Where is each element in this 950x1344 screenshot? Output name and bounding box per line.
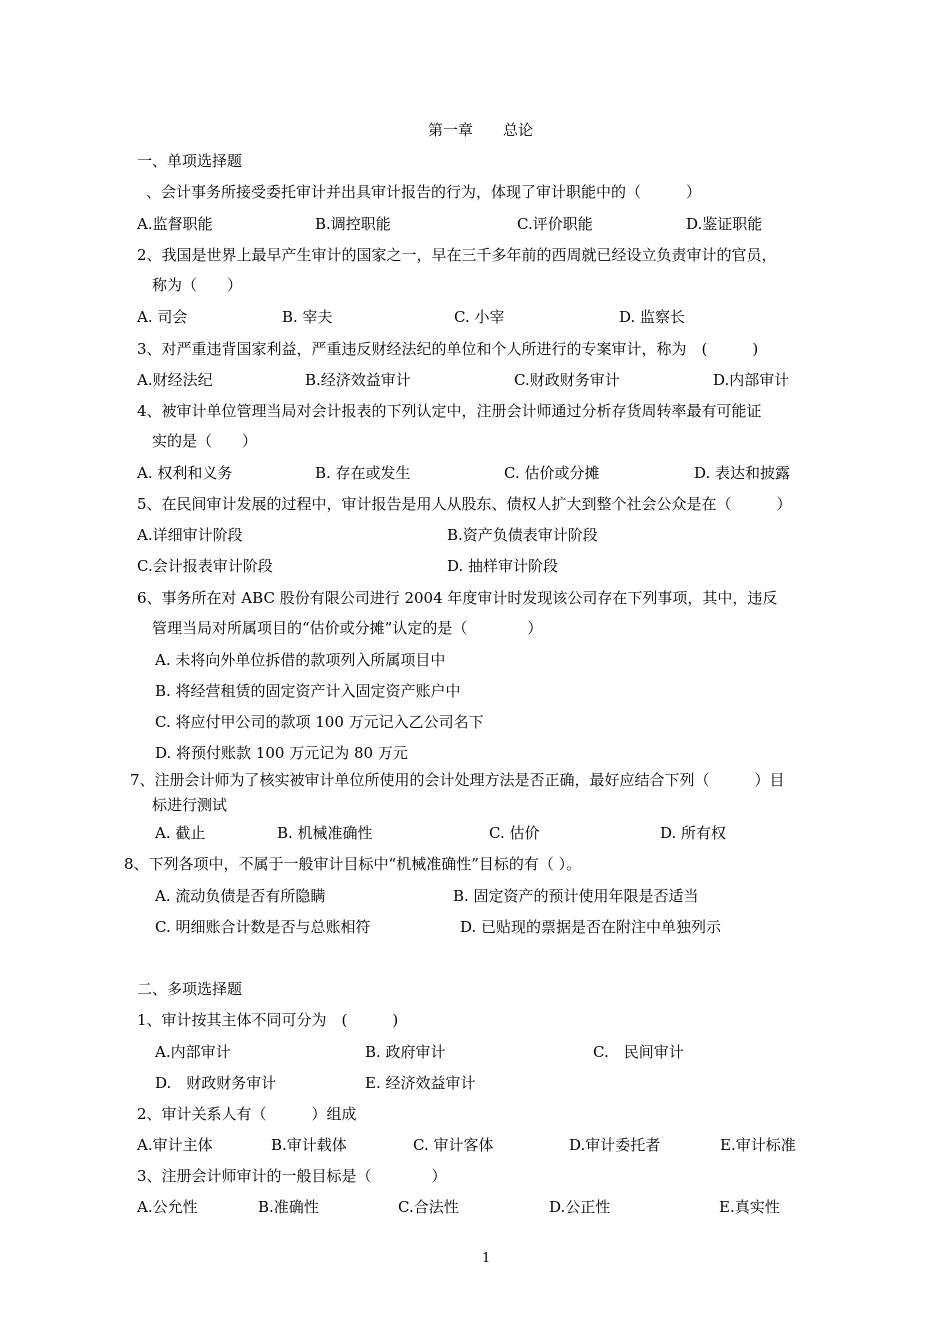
q3-option-c: C.财政财务审计 [514,371,620,389]
mc-q3-option-a: A.公允性 [137,1198,198,1216]
question-2-line-2: 称为（ ） [152,276,243,294]
q5-option-c: C.会计报表审计阶段 [137,557,273,575]
q4-option-d: D. 表达和披露 [694,464,791,482]
mc-q1-option-b: B. 政府审计 [365,1043,446,1061]
question-6-line-1: 6、事务所在对 ABC 股份有限公司进行 2004 年度审计时发现该公司存在下列事项，其中，违反 [137,589,778,607]
mc-question-2-text: 2、审计关系人有（ ）组成 [137,1105,357,1123]
q1-option-c: C.评价职能 [517,215,593,233]
q6-option-c: C. 将应付甲公司的款项 100 万元记入乙公司名下 [155,713,484,731]
q2-option-a: A. 司会 [137,308,188,326]
q5-option-d: D. 抽样审计阶段 [447,557,559,575]
question-4-line-1: 4、被审计单位管理当局对会计报表的下列认定中，注册会计师通过分析存货周转率最有可能证 [137,402,762,420]
q4-option-b: B. 存在或发生 [315,464,411,482]
q7-option-b: B. 机械准确性 [277,824,373,842]
mc-q3-option-c: C.合法性 [398,1198,459,1216]
q2-option-d: D. 监察长 [619,308,686,326]
question-1-text: 、会计事务所接受委托审计并出具审计报告的行为，体现了审计职能中的（ ） [146,183,702,201]
question-2-line-1: 2、我国是世界上最早产生审计的国家之一，早在三千多年前的西周就已经设立负责审计的官员， [137,246,777,264]
q8-option-a: A. 流动负债是否有所隐瞒 [155,887,326,905]
chapter-title: 第一章 总论 [428,121,534,139]
mc-q2-option-b: B.审计载体 [271,1136,347,1154]
q3-option-d: D.内部审计 [713,371,790,389]
q8-option-c: C. 明细账合计数是否与总账相符 [155,918,371,936]
q5-option-a: A.详细审计阶段 [137,526,243,544]
q7-option-d: D. 所有权 [660,824,727,842]
mc-q1-option-a: A.内部审计 [155,1043,231,1061]
question-7-line-2: 标进行测试 [152,796,228,814]
section-heading-multiple-choice: 二、多项选择题 [137,980,243,998]
mc-q2-option-d: D.审计委托者 [569,1136,661,1154]
mc-q3-option-e: E.真实性 [719,1198,780,1216]
q8-option-b: B. 固定资产的预计使用年限是否适当 [453,887,699,905]
page-number: 1 [482,1251,491,1266]
mc-q2-option-c: C. 审计客体 [413,1136,494,1154]
mc-q2-option-a: A.审计主体 [137,1136,213,1154]
q4-option-c: C. 估价或分摊 [504,464,600,482]
mc-q1-option-d: D. 财政财务审计 [155,1074,277,1092]
q2-option-c: C. 小宰 [454,308,505,326]
q3-option-b: B.经济效益审计 [305,371,411,389]
q7-option-c: C. 估价 [489,824,540,842]
q3-option-a: A.财经法纪 [137,371,213,389]
q1-option-b: B.调控职能 [315,215,391,233]
section-heading-single-choice: 一、单项选择题 [137,152,243,170]
question-8-text: 8、下列各项中，不属于一般审计目标中“机械准确性”目标的有（ ）。 [124,855,582,873]
mc-q2-option-e: E.审计标准 [720,1136,796,1154]
question-5-text: 5、在民间审计发展的过程中，审计报告是用人从股东、债权人扩大到整个社会公众是在（ ） [137,495,792,513]
q7-option-a: A. 截止 [155,824,206,842]
mc-q1-option-c: C. 民间审计 [593,1043,684,1061]
mc-q1-option-e: E. 经济效益审计 [365,1074,476,1092]
mc-q3-option-b: B.准确性 [258,1198,319,1216]
q4-option-a: A. 权利和义务 [137,464,233,482]
q1-option-a: A.监督职能 [137,215,213,233]
q6-option-d: D. 将预付账款 100 万元记为 80 万元 [155,744,408,762]
q1-option-d: D.鉴证职能 [686,215,763,233]
q5-option-b: B.资产负债表审计阶段 [447,526,598,544]
question-4-line-2: 实的是（ ） [152,432,258,450]
question-6-line-2: 管理当局对所属项目的“估价或分摊”认定的是（ ） [152,619,543,637]
q6-option-a: A. 未将向外单位拆借的款项列入所属项目中 [155,651,446,669]
q2-option-b: B. 宰夫 [282,308,333,326]
question-7-line-1: 7、注册会计师为了核实被审计单位所使用的会计处理方法是否正确，最好应结合下列（ ）目 [130,771,785,789]
q6-option-b: B. 将经营租赁的固定资产计入固定资产账户中 [155,682,461,700]
mc-q3-option-d: D.公正性 [549,1198,611,1216]
q8-option-d: D. 已贴现的票据是否在附注中单独列示 [460,918,722,936]
question-3-text: 3、对严重违背国家利益，严重违反财经法纪的单位和个人所进行的专案审计，称为 ( ) [137,340,759,358]
mc-question-3-text: 3、注册会计师审计的一般目标是（ ） [137,1167,447,1185]
mc-question-1-text: 1、审计按其主体不同可分为 ( ) [137,1011,399,1029]
